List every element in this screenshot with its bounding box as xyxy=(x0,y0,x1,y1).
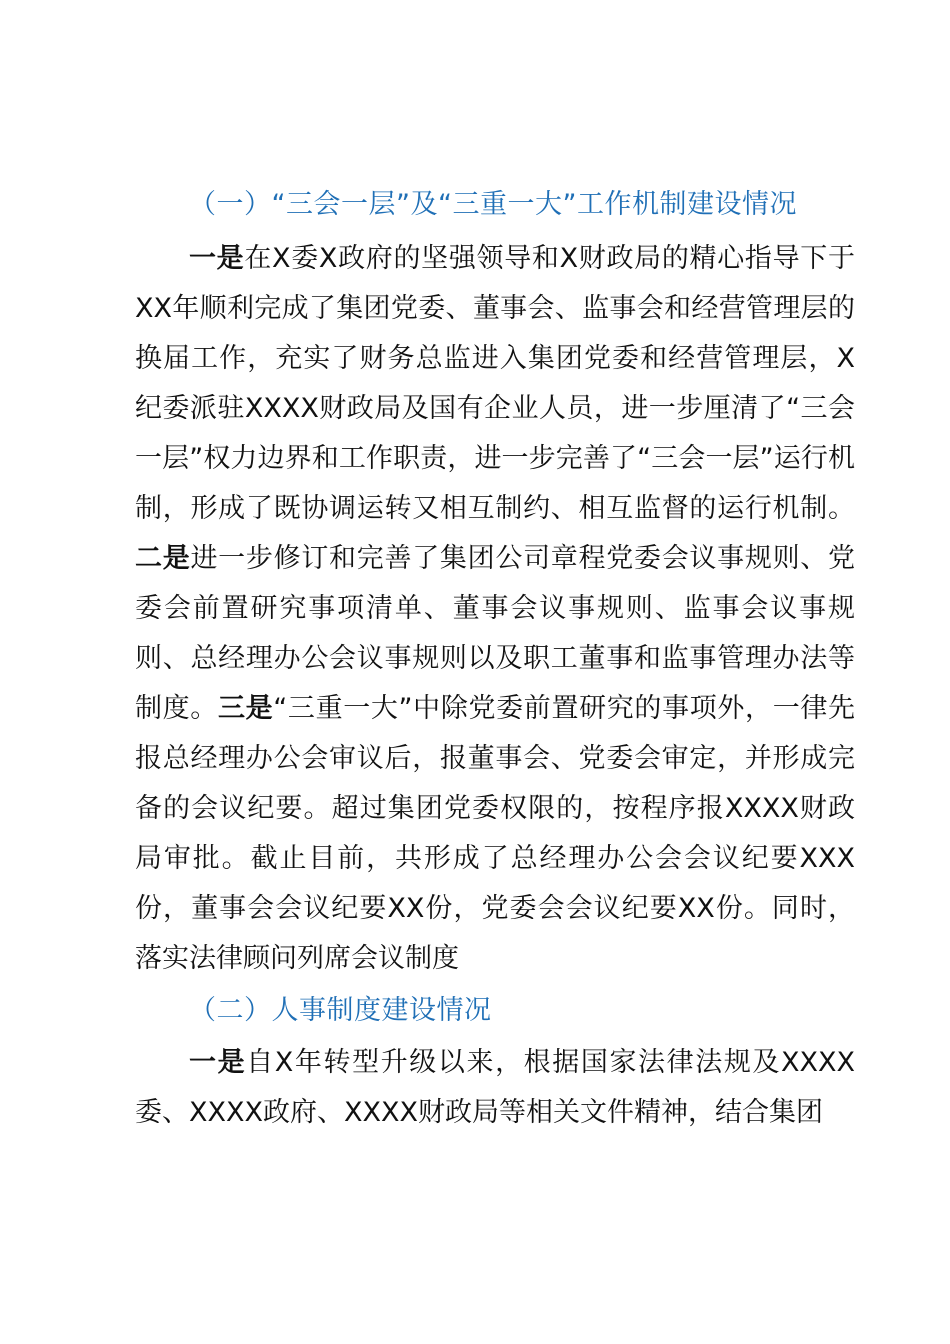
paragraph-text: 进一步修订和完善了集团公司章程党委会议事规则、党委会前置研究事项清单、董事会议事规则、监事会议事规则、总经理办公会议事规则以及职工董事和监事管理办法等制度。 xyxy=(135,543,856,724)
emphasis-first: 一是 xyxy=(189,243,245,274)
emphasis-first: 一是 xyxy=(189,1047,247,1078)
emphasis-third: 三是 xyxy=(217,693,274,724)
paragraph-text: 自X年转型升级以来，根据国家法律法规及XXXX委、XXXX政府、XXXX财政局等相关文件精神，结合集团 xyxy=(135,1047,856,1128)
paragraph-text: “三重一大”中除党委前置研究的事项外，一律先报总经理办公会审议后，报董事会、党委会审定，并形成完备的会议纪要。超过集团党委权限的，按程序报XXXX财政局审批。截止目前，共形成了总经理办公会会议纪要XXX份，董事会会议纪要XX份，党委会会议纪要XX份。同时，落实法律顾问列席会议制度 xyxy=(135,693,855,974)
emphasis-second: 二是 xyxy=(135,543,191,574)
paragraph-text: 在X委X政府的坚强领导和X财政局的精心指导下于XX年顺利完成了集团党委、董事会、监事会和经营管理层的换届工作，充实了财务总监进入集团党委和经营管理层，X纪委派驻XXXX财政局及国有企业人员，进一步厘清了“三会一层”权力边界和工作职责，进一步完善了“三会一层”运行机制，形成了既协调运转又相互制约、相互监督的运行机制。 xyxy=(135,243,855,524)
section-heading-2: （二）人事制度建设情况 xyxy=(189,995,492,1026)
document-body xyxy=(135,180,855,1138)
paragraph-2 xyxy=(135,1038,855,1138)
section-heading-1: （一）“三会一层”及“三重一大”工作机制建设情况 xyxy=(189,189,797,220)
paragraph-1 xyxy=(135,234,855,984)
